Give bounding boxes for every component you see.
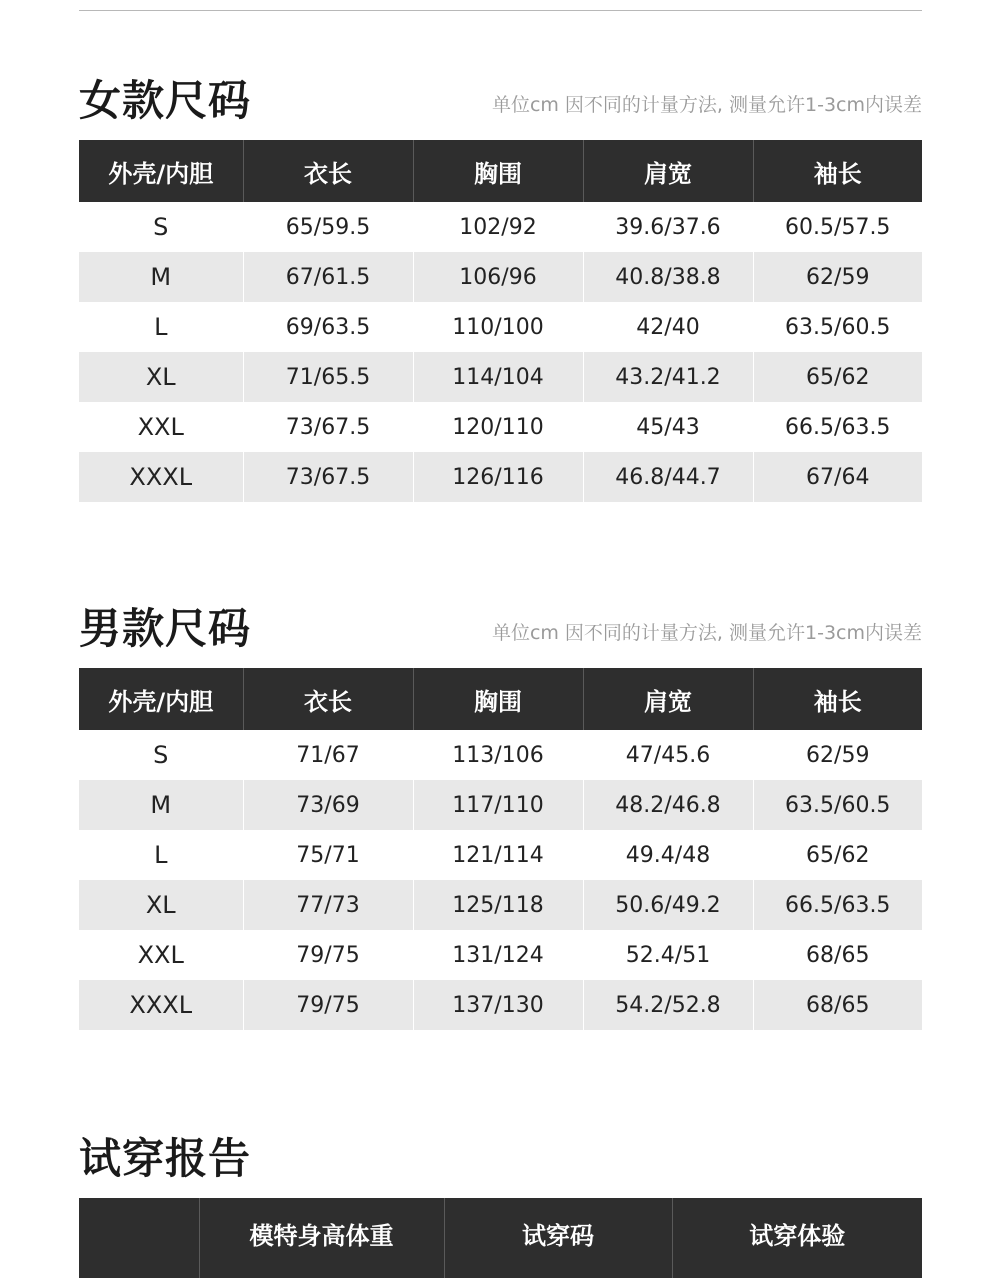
length-cell: 69/63.5 — [243, 302, 413, 352]
sleeve-cell: 65/62 — [753, 830, 922, 880]
column-header-length: 衣长 — [243, 140, 413, 202]
table-row — [79, 730, 922, 780]
length-cell: 71/67 — [243, 730, 413, 780]
length-cell: 67/61.5 — [243, 252, 413, 302]
men-size-section — [79, 598, 922, 1030]
women-size-section — [79, 70, 922, 502]
section-title: 试穿报告 — [79, 1134, 252, 1183]
chest-cell: 131/124 — [413, 930, 583, 980]
shoulder-cell: 49.4/48 — [583, 830, 753, 880]
size-cell: S — [153, 741, 169, 769]
sleeve-cell: 63.5/60.5 — [753, 302, 922, 352]
column-header-model-stats: 模特身高体重 — [199, 1198, 444, 1278]
length-cell: 79/75 — [243, 930, 413, 980]
length-cell: 73/69 — [243, 780, 413, 830]
column-header-chest: 胸围 — [413, 140, 583, 202]
size-cell: XL — [79, 352, 243, 402]
column-header-fit-size: 试穿码 — [444, 1198, 672, 1278]
table-header-row — [79, 1198, 922, 1278]
men-size-table — [79, 668, 922, 1030]
sleeve-cell: 66.5/63.5 — [753, 880, 922, 930]
shoulder-cell: 48.2/46.8 — [583, 780, 753, 830]
table-header-row — [79, 140, 922, 202]
column-header-size: 外壳/内胆 — [79, 668, 243, 730]
sleeve-cell: 63.5/60.5 — [753, 780, 922, 830]
table-row — [79, 302, 922, 352]
table-header-row — [79, 668, 922, 730]
length-cell: 73/67.5 — [243, 452, 413, 502]
chest-cell: 110/100 — [413, 302, 583, 352]
shoulder-cell: 40.8/38.8 — [583, 252, 753, 302]
length-cell: 77/73 — [243, 880, 413, 930]
sleeve-cell: 62/59 — [753, 252, 922, 302]
shoulder-cell: 39.6/37.6 — [583, 202, 753, 252]
sleeve-cell: 65/62 — [753, 352, 922, 402]
column-header-chest: 胸围 — [413, 668, 583, 730]
chest-cell: 137/130 — [413, 980, 583, 1030]
table-row — [79, 880, 922, 930]
size-cell: XXL — [137, 413, 184, 441]
size-cell: XXL — [137, 941, 184, 969]
measurement-note: 单位cm 因不同的计量方法, 测量允许1-3cm内误差 — [491, 94, 922, 116]
shoulder-cell: 52.4/51 — [583, 930, 753, 980]
shoulder-cell: 45/43 — [583, 402, 753, 452]
chest-cell: 113/106 — [413, 730, 583, 780]
sleeve-cell: 67/64 — [753, 452, 922, 502]
chest-cell: 120/110 — [413, 402, 583, 452]
women-size-table — [79, 140, 922, 502]
table-row — [79, 780, 922, 830]
sleeve-cell: 60.5/57.5 — [753, 202, 922, 252]
column-header-size: 外壳/内胆 — [79, 140, 243, 202]
chest-cell: 102/92 — [413, 202, 583, 252]
size-cell: XXXL — [79, 452, 243, 502]
chest-cell: 126/116 — [413, 452, 583, 502]
shoulder-cell: 46.8/44.7 — [583, 452, 753, 502]
chest-cell: 121/114 — [413, 830, 583, 880]
size-cell: M — [79, 252, 243, 302]
shoulder-cell: 50.6/49.2 — [583, 880, 753, 930]
table-row — [79, 930, 922, 980]
size-cell: M — [79, 780, 243, 830]
sleeve-cell: 68/65 — [753, 930, 922, 980]
size-cell: L — [154, 313, 168, 341]
table-row — [79, 402, 922, 452]
column-header-shoulder: 肩宽 — [583, 668, 753, 730]
fit-report-section — [79, 1128, 922, 1278]
fit-report-table — [79, 1198, 922, 1278]
chest-cell: 114/104 — [413, 352, 583, 402]
size-cell: L — [154, 841, 168, 869]
length-cell: 73/67.5 — [243, 402, 413, 452]
shoulder-cell: 42/40 — [583, 302, 753, 352]
shoulder-cell: 47/45.6 — [583, 730, 753, 780]
column-header-shoulder: 肩宽 — [583, 140, 753, 202]
column-header-fit-experience: 试穿体验 — [672, 1198, 922, 1278]
size-cell: XL — [79, 880, 243, 930]
top-divider — [79, 10, 922, 11]
length-cell: 75/71 — [243, 830, 413, 880]
table-row — [79, 980, 922, 1030]
column-header-length: 衣长 — [243, 668, 413, 730]
section-title: 男款尺码 — [79, 604, 252, 653]
chest-cell: 125/118 — [413, 880, 583, 930]
table-row — [79, 830, 922, 880]
measurement-note: 单位cm 因不同的计量方法, 测量允许1-3cm内误差 — [491, 622, 922, 644]
column-header-sleeve: 袖长 — [753, 668, 922, 730]
section-header — [79, 1128, 922, 1198]
table-row — [79, 352, 922, 402]
length-cell: 79/75 — [243, 980, 413, 1030]
column-header-sleeve: 袖长 — [753, 140, 922, 202]
size-cell: S — [153, 213, 169, 241]
size-cell: XXXL — [79, 980, 243, 1030]
sleeve-cell: 66.5/63.5 — [753, 402, 922, 452]
chest-cell: 106/96 — [413, 252, 583, 302]
sleeve-cell: 62/59 — [753, 730, 922, 780]
chest-cell: 117/110 — [413, 780, 583, 830]
section-title: 女款尺码 — [79, 76, 252, 125]
length-cell: 71/65.5 — [243, 352, 413, 402]
table-row — [79, 202, 922, 252]
shoulder-cell: 54.2/52.8 — [583, 980, 753, 1030]
length-cell: 65/59.5 — [243, 202, 413, 252]
section-header — [79, 70, 922, 140]
table-row — [79, 252, 922, 302]
column-header-blank — [79, 1198, 199, 1278]
table-row — [79, 452, 922, 502]
shoulder-cell: 43.2/41.2 — [583, 352, 753, 402]
sleeve-cell: 68/65 — [753, 980, 922, 1030]
section-header — [79, 598, 922, 668]
